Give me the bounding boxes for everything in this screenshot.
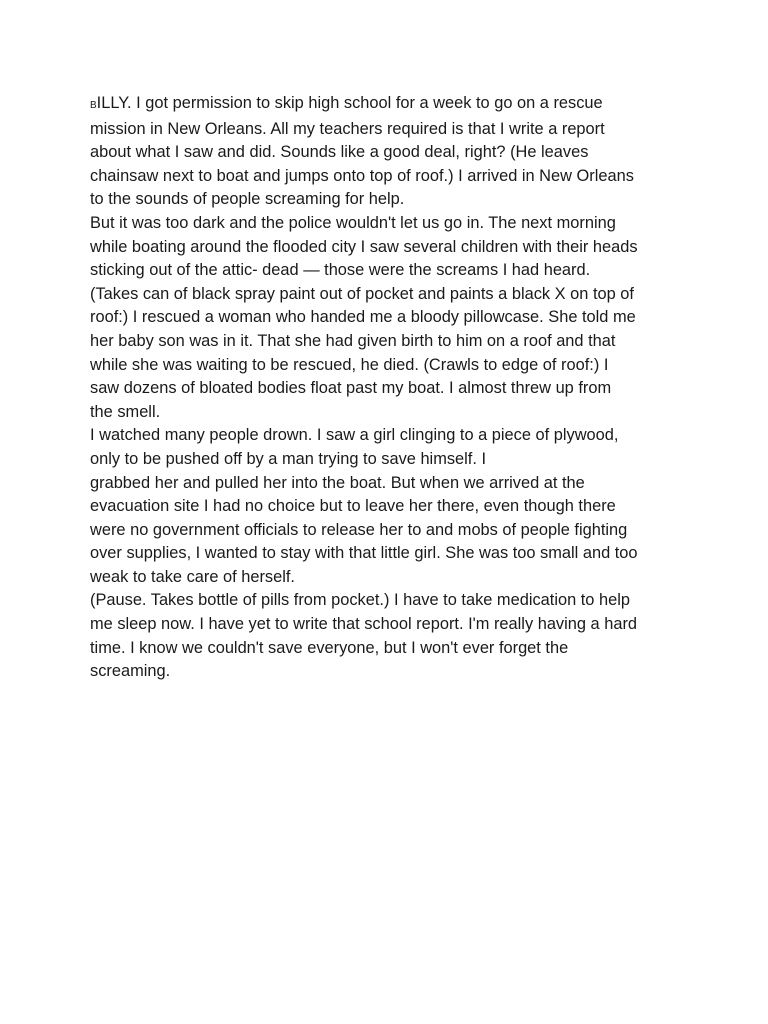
text-line: evacuation site I had no choice but to leave her there, even though there [90, 497, 616, 516]
text-line: chainsaw next to boat and jumps onto top of roof.) I arrived in New Orleans [90, 166, 634, 185]
line-text: ILLY. I got permission to skip high school for a week to go on a rescue [96, 94, 603, 112]
text-line: over supplies, I wanted to stay with that little girl. She was too small and too [90, 544, 638, 563]
text-line: the smell. [90, 402, 161, 421]
text-line: her baby son was in it. That she had given birth to him on a roof and that [90, 331, 616, 350]
monologue-text [90, 92, 690, 684]
small-initial: B [90, 100, 97, 111]
text-line: were no government officials to release her to and mobs of people fighting [90, 520, 628, 539]
text-line: while boating around the flooded city I saw several children with their heads [90, 237, 638, 256]
text-line: (Takes can of black spray paint out of pocket and paints a black X on top of [90, 284, 634, 303]
text-line [90, 92, 690, 118]
text-line: screaming. [90, 662, 171, 681]
text-line: grabbed her and pulled her into the boat. But when we arrived at the [90, 473, 585, 492]
text-line: mission in New Orleans. All my teachers required is that I write a report [90, 119, 605, 138]
text-line: roof:) I rescued a woman who handed me a bloody pillowcase. She told me [90, 308, 636, 327]
text-line: time. I know we couldn't save everyone, but I won't ever forget the [90, 638, 569, 657]
text-line: only to be pushed off by a man trying to save himself. I [90, 449, 487, 468]
text-line: sticking out of the attic- dead — those were the screams I had heard. [90, 261, 591, 280]
text-line: while she was waiting to be rescued, he died. (Crawls to edge of roof:) I [90, 355, 609, 374]
text-line: (Pause. Takes bottle of pills from pocket.) I have to take medication to help [90, 591, 630, 610]
text-line: weak to take care of herself. [90, 567, 295, 586]
text-line: about what I saw and did. Sounds like a good deal, right? (He leaves [90, 143, 589, 162]
text-line: to the sounds of people screaming for help. [90, 190, 405, 209]
text-line: I watched many people drown. I saw a girl clinging to a piece of plywood, [90, 426, 619, 445]
text-line: saw dozens of bloated bodies float past my boat. I almost threw up from [90, 379, 612, 398]
text-line: me sleep now. I have yet to write that school report. I'm really having a hard [90, 615, 638, 634]
text-line: But it was too dark and the police wouldn't let us go in. The next morning [90, 213, 616, 232]
